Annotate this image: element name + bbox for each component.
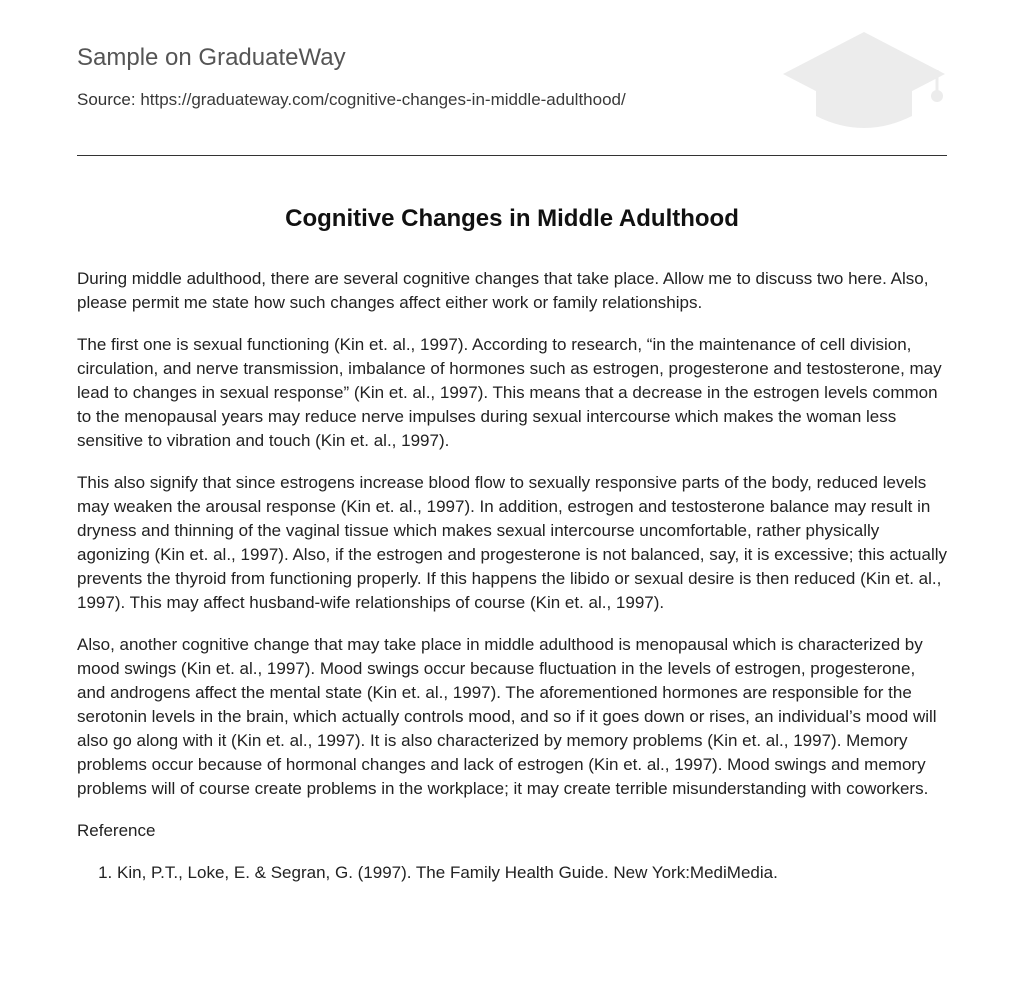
paragraph: This also signify that since estrogens increase blood flow to sexually responsive parts of the body, reduced levels may weaken the arousal response (Kin et. al., 1997). In addition, estrogen and testosterone balance may result in dryness and thinning of the vaginal tissue which makes sexual intercourse uncomfortable, rather physically agonizing (Kin et. al., 1997). Also, if the estrogen and progesterone is not balanced, say, it is excessive; this actually prevents the thyroid from functioning properly. If this happens the libido or sexual desire is then reduced (Kin et. al., 1997). This may affect husband-wife relationships of course (Kin et. al., 1997). [77, 473, 948, 612]
header-divider [77, 155, 947, 156]
paragraph: Also, another cognitive change that may take place in middle adulthood is menopausal which is characterized by mood swings (Kin et. al., 1997). Mood swings occur because fluctuation in the levels of estrogen, progesterone, and androgens affect the mental state (Kin et. al., 1997). The aforementioned hormones are responsible for the serotonin levels in the brain, which actually controls mood, and so if it goes down or rises, an individual’s mood will also go along with it (Kin et. al., 1997). It is also characterized by memory problems (Kin et. al., 1997). Memory problems occur because of hormonal changes and lack of estrogen (Kin et. al., 1997). Mood swings and memory problems will of course create problems in the workplace; it may create terrible misunderstanding with coworkers. [77, 635, 937, 798]
source-link[interactable]: https://graduateway.com/cognitive-changes-in-middle-adulthood/ [140, 90, 626, 109]
article-title: Cognitive Changes in Middle Adulthood [285, 205, 739, 232]
article-body [77, 267, 947, 885]
reference-heading: Reference [77, 821, 156, 840]
paragraph: The first one is sexual functioning (Kin et. al., 1997). According to research, “in the maintenance of cell division, circulation, and nerve transmission, imbalance of hormones such as estrogen, progesterone and testosterone, may lead to changes in sexual response” (Kin et. al., 1997). This means that a decrease in the estrogen levels common to the menopausal years may reduce nerve impulses during sexual intercourse which makes the woman less sensitive to vibration and touch (Kin et. al., 1997). [77, 335, 942, 450]
paragraph: During middle adulthood, there are several cognitive changes that take place. Allow me to discuss two here. Also, please permit me state how such changes affect either work or family relationships. [77, 269, 929, 312]
site-title: Sample on GraduateWay [77, 44, 346, 71]
source-line [77, 90, 626, 110]
reference-item: 1. Kin, P.T., Loke, E. & Segran, G. (1997). The Family Health Guide. New York:MediMedia. [117, 861, 947, 885]
reference-list [77, 861, 947, 885]
graduation-cap-icon [781, 30, 947, 132]
header [77, 0, 947, 156]
source-label: Source: [77, 90, 141, 109]
